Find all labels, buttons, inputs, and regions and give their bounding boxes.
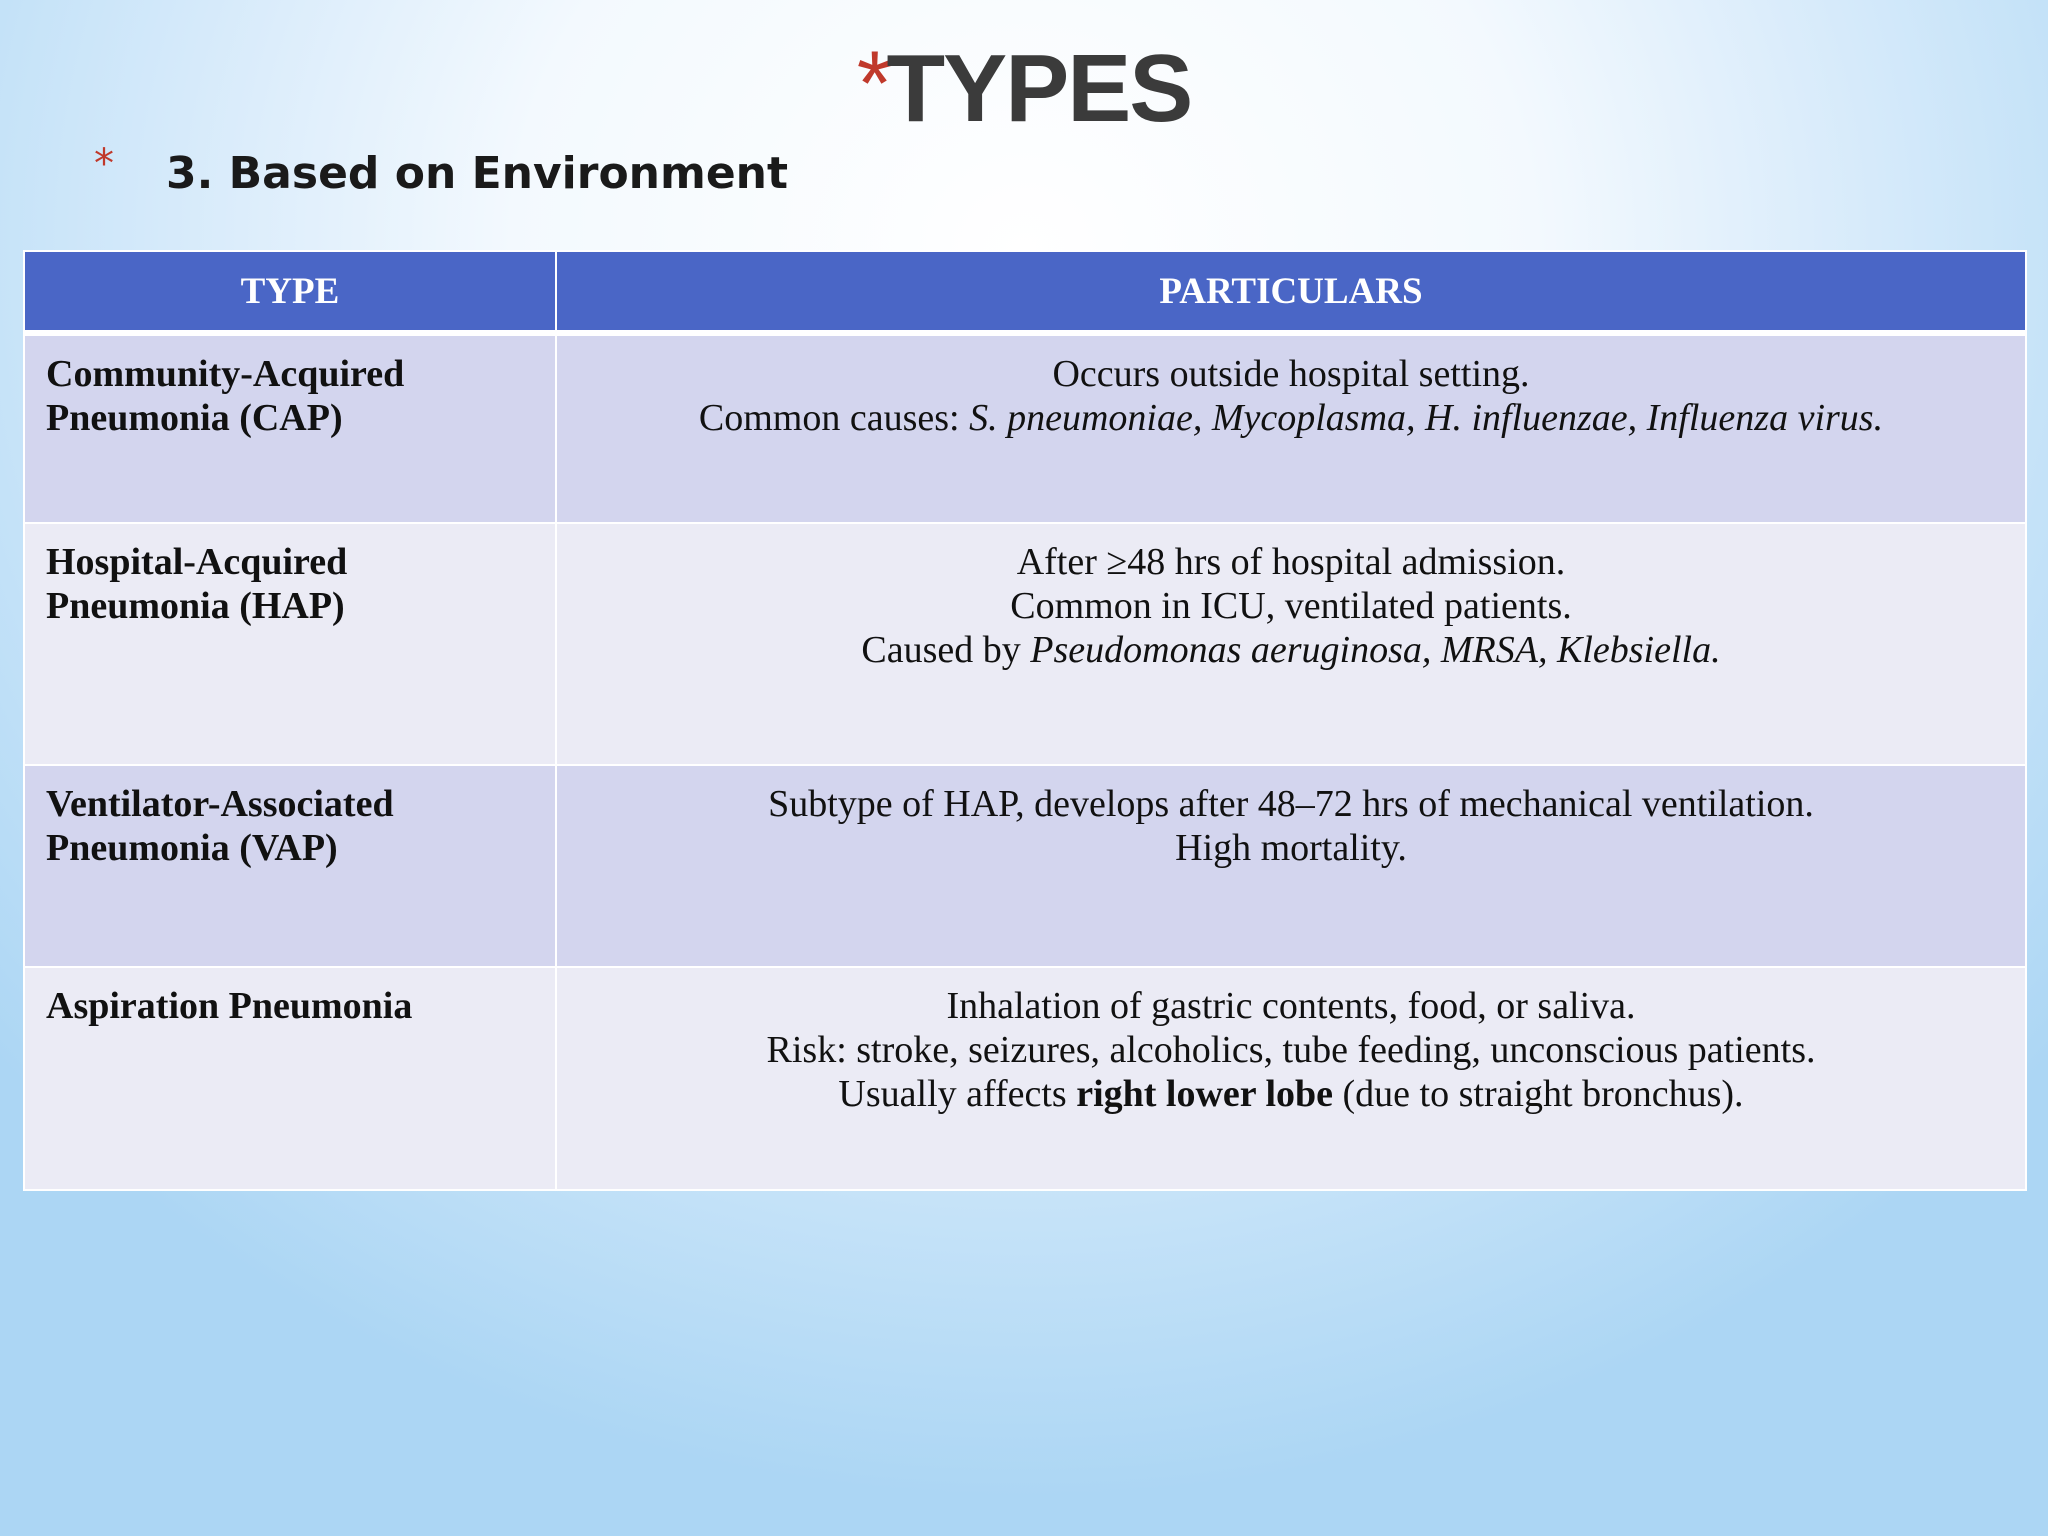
table-row <box>24 765 2026 967</box>
table-header-row <box>24 251 2026 333</box>
type-label-line: Pneumonia (HAP) <box>46 585 345 627</box>
type-label-line: Community-Acquired <box>46 353 405 395</box>
type-label-line: Pneumonia (CAP) <box>46 397 343 439</box>
particulars-bold-text: right lower lobe <box>1076 1073 1334 1115</box>
bullet-asterisk-icon: * <box>94 140 114 187</box>
types-table <box>23 250 2027 1191</box>
table-row <box>24 333 2026 523</box>
type-cell <box>24 765 556 967</box>
particulars-line: Occurs outside hospital setting. <box>1052 353 1530 395</box>
table-row <box>24 967 2026 1190</box>
subheading-text: 3. Based on Environment <box>166 148 789 199</box>
particulars-cell <box>556 523 2026 765</box>
particulars-line: After ≥48 hrs of hospital admission. <box>1016 541 1566 583</box>
particulars-line: High mortality. <box>1175 827 1407 869</box>
type-label-line: Hospital-Acquired <box>46 541 348 583</box>
title-asterisk: * <box>856 33 891 135</box>
particulars-cell <box>556 333 2026 523</box>
particulars-italic-text: S. pneumoniae, Mycoplasma, H. influenzae, Influenza virus. <box>969 397 1884 439</box>
header-type: TYPE <box>24 251 556 333</box>
particulars-line: Common in ICU, ventilated patients. <box>1010 585 1572 627</box>
particulars-italic-text: Pseudomonas aeruginosa, MRSA, Klebsiella. <box>1030 629 1721 671</box>
type-cell <box>24 967 556 1190</box>
header-particulars: PARTICULARS <box>556 251 2026 333</box>
type-label-line: Pneumonia (VAP) <box>46 827 338 869</box>
particulars-text: Usually affects <box>838 1073 1077 1115</box>
type-label-line: Aspiration Pneumonia <box>46 985 413 1027</box>
type-label-line: Ventilator-Associated <box>46 783 394 825</box>
table-row <box>24 523 2026 765</box>
slide-title <box>0 33 2048 142</box>
particulars-line <box>567 628 2015 672</box>
type-cell <box>24 523 556 765</box>
particulars-text: Caused by <box>861 629 1031 671</box>
particulars-line: Inhalation of gastric contents, food, or saliva. <box>946 985 1636 1027</box>
type-cell <box>24 333 556 523</box>
title-text: TYPES <box>886 35 1192 142</box>
particulars-cell <box>556 765 2026 967</box>
particulars-text: Common causes: <box>698 397 970 439</box>
particulars-cell <box>556 967 2026 1190</box>
particulars-text: (due to straight bronchus). <box>1333 1073 1744 1115</box>
particulars-line <box>567 396 2015 440</box>
particulars-line: Risk: stroke, seizures, alcoholics, tube feeding, unconscious patients. <box>766 1029 1816 1071</box>
subheading <box>94 140 789 199</box>
particulars-line <box>567 1072 2015 1116</box>
particulars-line: Subtype of HAP, develops after 48–72 hrs of mechanical ventilation. <box>768 783 1814 825</box>
